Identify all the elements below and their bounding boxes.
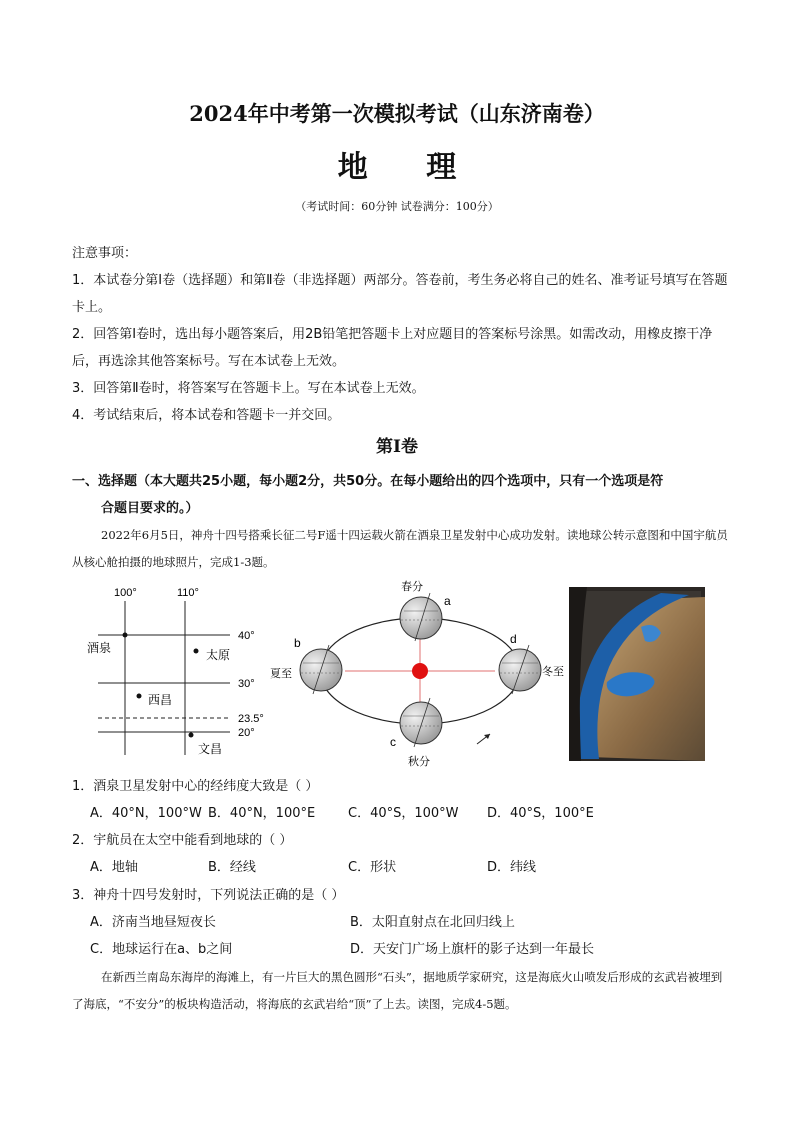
option-a[interactable]: A．40°N，100°W xyxy=(90,806,202,821)
position-label: d xyxy=(510,632,517,646)
spring-label: 春分 xyxy=(401,580,423,593)
note-item: 4．考试结束后，将本试卷和答题卡一并交回。 xyxy=(72,408,341,423)
figure-group xyxy=(80,580,710,768)
position-label: c xyxy=(390,735,396,749)
note-item: 1．本试卷分第Ⅰ卷（选择题）和第Ⅱ卷（非选择题）两部分。答卷前，考生务必将自己的姓名、准考证号填写在答题卡上。 xyxy=(72,273,728,315)
autumn-label: 秋分 xyxy=(408,755,430,768)
wenchang-dot xyxy=(189,733,194,738)
place-label: 西昌 xyxy=(148,693,173,707)
place-label: 酒泉 xyxy=(87,641,112,655)
option-c[interactable]: C．形状 xyxy=(348,860,397,875)
sun-icon xyxy=(412,663,428,679)
option-c[interactable]: C．地球运行在a、b之间 xyxy=(90,942,233,957)
lat-label: 20° xyxy=(238,727,255,739)
notes-section xyxy=(72,240,732,429)
question-1-stem: 1．酒泉卫星发射中心的经纬度大致是（ ） xyxy=(72,779,319,794)
place-label: 太原 xyxy=(206,648,231,662)
earth-icon xyxy=(300,645,342,694)
option-a[interactable]: A．地轴 xyxy=(90,860,138,875)
question-3-options-row2 xyxy=(90,936,730,963)
lon-label: 110° xyxy=(177,587,199,599)
intro-paragraph-1: 2022年6月5日，神舟十四号搭乘长征二号F遥十四运载火箭在酒泉卫星发射中心成功发射。读地球公转示意图和中国宇航员从核心舱拍摄的地球照片，完成1-3题。 xyxy=(72,528,728,569)
position-label: b xyxy=(294,636,301,650)
option-d[interactable]: D．纬线 xyxy=(487,860,537,875)
earth-photo xyxy=(569,587,705,761)
lat-label: 23.5° xyxy=(238,713,264,725)
subject-title: 地 理 xyxy=(337,150,481,185)
option-a[interactable]: A．济南当地昼短夜长 xyxy=(90,915,216,930)
xichang-dot xyxy=(137,694,142,699)
position-label: a xyxy=(444,594,451,608)
orbit-diagram xyxy=(270,580,564,768)
summer-label: 夏至 xyxy=(270,667,292,680)
part-heading-line1: 一、选择题（本大题共25小题，每小题2分，共50分。在每小题给出的四个选项中，只有一个选项是符 xyxy=(72,474,664,489)
question-1-options xyxy=(90,800,730,827)
earth-icon xyxy=(400,593,442,641)
question-3-stem: 3．神舟十四号发射时，下列说法正确的是（ ） xyxy=(72,888,345,903)
note-item: 3．回答第Ⅱ卷时，将答案写在答题卡上。写在本试卷上无效。 xyxy=(72,381,425,396)
lat-label: 30° xyxy=(238,678,255,690)
winter-label: 冬至 xyxy=(542,665,564,678)
option-b[interactable]: B．太阳直射点在北回归线上 xyxy=(350,915,515,930)
lat-label: 40° xyxy=(238,630,255,642)
option-b[interactable]: B．40°N，100°E xyxy=(208,806,316,821)
question-2-options xyxy=(90,854,730,881)
option-b[interactable]: B．经线 xyxy=(208,860,256,875)
lat-lon-map xyxy=(80,583,280,768)
exam-info: （考试时间：60分钟 试卷满分：100分） xyxy=(295,200,499,213)
taiyuan-dot xyxy=(194,649,199,654)
intro-paragraph-2: 在新西兰南岛东海岸的海滩上，有一片巨大的黑色圆形“石头”，据地质学家研究，这是海底火山喷发后形成的玄武岩被埋到了海底，“不安分”的板块构造活动，将海底的玄武岩给“顶”了上去。读图，完成4-5题。 xyxy=(72,970,723,1011)
option-d[interactable]: D．天安门广场上旗杆的影子达到一年最长 xyxy=(350,942,595,957)
notes-heading: 注意事项： xyxy=(72,246,138,261)
jiuquan-dot xyxy=(123,633,128,638)
place-label: 文昌 xyxy=(198,742,223,756)
part-heading-line2: 合题目要求的。） xyxy=(101,501,199,516)
option-c[interactable]: C．40°S，100°W xyxy=(348,806,459,821)
question-2-stem: 2．宇航员在太空中能看到地球的（ ） xyxy=(72,833,293,848)
lon-label: 100° xyxy=(114,587,137,599)
exam-title: 2024年中考第一次模拟考试（山东济南卷） xyxy=(189,101,605,126)
part-heading xyxy=(72,468,732,522)
option-d[interactable]: D．40°S，100°E xyxy=(487,806,594,821)
earth-icon xyxy=(499,645,541,694)
section-title: 第Ⅰ卷 xyxy=(376,437,418,457)
question-3-options-row1 xyxy=(90,909,730,936)
earth-icon xyxy=(400,698,442,747)
note-item: 2．回答第Ⅰ卷时，选出每小题答案后，用2B铅笔把答题卡上对应题目的答案标号涂黑。如需改动，用橡皮擦干净后，再选涂其他答案标号。写在本试卷上无效。 xyxy=(72,327,713,369)
